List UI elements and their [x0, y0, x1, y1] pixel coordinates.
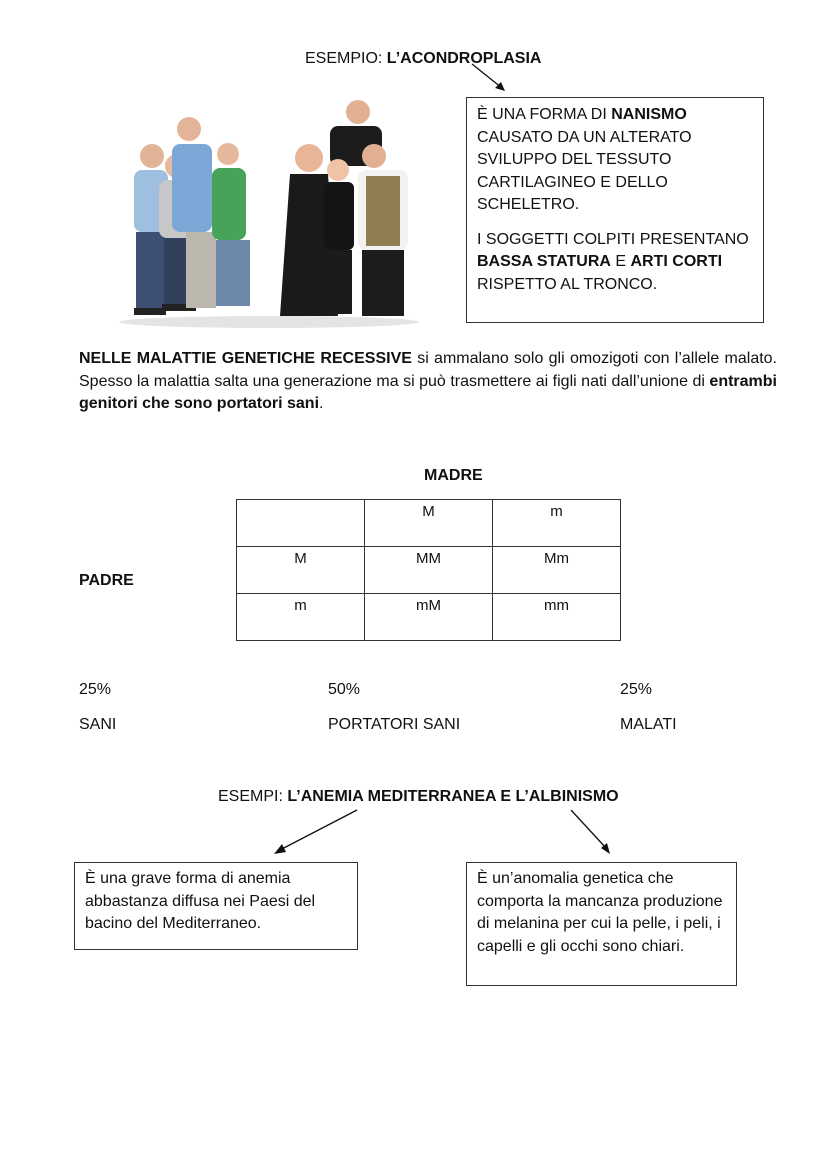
- def2-text-e: RISPETTO AL TRONCO.: [477, 275, 658, 293]
- definition-paragraph-2: [477, 229, 753, 297]
- healthy-label: SANI: [79, 716, 117, 733]
- punnett-cell: Mm: [493, 547, 621, 594]
- para-text-1: si ammalano solo gli omozigoti con l’allele malato. Spesso la malattia salta una generazione ma si può trasmettere ai figli nati dall’unione di: [79, 350, 778, 390]
- para-bold-1: NELLE MALATTIE GENETICHE RECESSIVE: [79, 350, 412, 367]
- punnett-cell: [237, 500, 365, 547]
- def-bold-nanismo: NANISMO: [611, 106, 687, 123]
- def2-bold-statura: BASSA STATURA: [477, 253, 611, 270]
- carriers-label: PORTATORI SANI: [328, 716, 461, 733]
- definition-paragraph-1: [477, 104, 753, 217]
- punnett-row: [237, 547, 621, 594]
- def2-text-c: E: [610, 253, 631, 270]
- group-photo: [104, 96, 434, 332]
- punnett-cell: M: [365, 500, 493, 547]
- punnett-row: [237, 500, 621, 547]
- father-label: PADRE: [79, 572, 134, 589]
- healthy-percent: 25%: [79, 681, 112, 698]
- punnett-cell: m: [493, 500, 621, 547]
- examples-prefix: ESEMPI:: [218, 788, 288, 805]
- examples-diseases: L’ANEMIA MEDITERRANEA E L’ALBINISMO: [287, 788, 619, 805]
- def-text-c: CAUSATO DA UN ALTERATO SVILUPPO DEL TESSUTO CARTILAGINEO E DELLO SCHELETRO.: [477, 128, 692, 213]
- para-text-2: .: [319, 395, 324, 412]
- title-disease: L’ACONDROPLASIA: [386, 50, 542, 67]
- punnett-square: [236, 499, 621, 641]
- recessive-paragraph: [79, 348, 777, 416]
- anemia-box: [74, 862, 358, 950]
- def-text-a: È UNA FORMA DI: [477, 106, 612, 123]
- carriers-percent: 50%: [328, 681, 361, 698]
- arrow-to-definition: [470, 62, 510, 96]
- def2-bold-arti: ARTI CORTI: [630, 253, 723, 270]
- sick-label: MALATI: [620, 716, 677, 733]
- albinism-box: [466, 862, 737, 986]
- def2-text-a: I SOGGETTI COLPITI PRESENTANO: [477, 230, 749, 248]
- anemia-text: È una grave forma di anemia abbastanza diffusa nei Paesi del bacino del Mediterraneo.: [85, 870, 316, 932]
- para-bold-2: entrambi genitori che sono portatori sani: [79, 372, 777, 412]
- mother-label: MADRE: [424, 467, 483, 484]
- punnett-cell: mM: [365, 594, 493, 641]
- punnett-cell: m: [237, 594, 365, 641]
- definition-box: [466, 97, 764, 323]
- examples-title: [218, 786, 619, 808]
- punnett-cell: mm: [493, 594, 621, 641]
- arrow-to-albinism: [566, 806, 616, 858]
- punnett-cell: M: [237, 547, 365, 594]
- punnett-row: [237, 594, 621, 641]
- sick-percent: 25%: [620, 681, 653, 698]
- title-prefix: ESEMPIO:: [305, 50, 387, 67]
- albinism-text: È un’anomalia genetica che comporta la mancanza produzione di melanina per cui la pelle, i peli, i capelli e gli occhi sono chiari.: [477, 870, 723, 955]
- punnett-cell: MM: [365, 547, 493, 594]
- arrow-to-anemia: [268, 806, 362, 858]
